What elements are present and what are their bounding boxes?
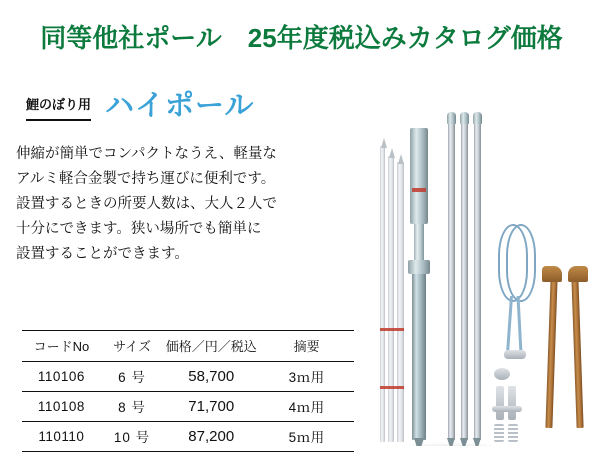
rod-cap-icon: [447, 112, 456, 124]
red-marker-band-icon: [412, 188, 426, 192]
product-photo: [366, 100, 603, 446]
ground-stake-icon: [571, 278, 583, 428]
cell-code: 110106: [22, 362, 101, 392]
cell-price: 71,700: [163, 392, 259, 422]
pole-tip-icon: [381, 138, 387, 148]
stake-head-icon: [568, 266, 588, 282]
table-row: [22, 422, 354, 452]
rod-cap-icon: [460, 112, 469, 124]
product-description: [16, 142, 361, 267]
description-line-4: 十分にできます。狭い場所でも簡単に: [16, 220, 262, 237]
silver-rod-icon: [448, 118, 455, 440]
cell-code: 110108: [22, 392, 101, 422]
header-code: コードNo: [22, 331, 101, 362]
spring-icon: [494, 424, 504, 442]
cell-note: 3ｍ用: [259, 362, 354, 392]
cell-size: 10 号: [101, 422, 164, 452]
bolt-icon: [508, 386, 516, 420]
pole-joint-collar-icon: [408, 260, 430, 274]
cell-size: 8 号: [101, 392, 164, 422]
silver-rod-icon: [474, 118, 481, 440]
rope-tail-icon: [516, 296, 522, 354]
cell-note: 5ｍ用: [259, 422, 354, 452]
subtitle-product-name: ハイポール: [105, 90, 255, 122]
header-size: サイズ: [101, 331, 164, 362]
red-marker-band-icon: [380, 328, 404, 331]
spring-icon: [508, 424, 518, 442]
table-row: [22, 392, 354, 422]
header-note: 摘要: [259, 331, 354, 362]
bolt-icon: [496, 386, 504, 420]
pole-tip-icon: [389, 148, 395, 158]
rope-clamp-icon: [504, 350, 526, 359]
subtitle-small: 鯉のぼり用: [26, 97, 91, 121]
ground-stake-icon: [545, 278, 557, 428]
washer-icon: [492, 406, 522, 412]
cell-price: 87,200: [163, 422, 259, 452]
rod-cap-icon: [473, 112, 482, 124]
header-price: 価格／円／税込: [163, 331, 259, 362]
pulley-icon: [494, 368, 510, 380]
stake-head-icon: [542, 266, 562, 282]
telescopic-pole-icon: [397, 162, 404, 442]
cell-code: 110110: [22, 422, 101, 452]
cell-size: 6 号: [101, 362, 164, 392]
pole-tip-icon: [398, 154, 404, 164]
subtitle-row: [26, 92, 254, 121]
cell-price: 58,700: [163, 362, 259, 392]
cell-note: 4ｍ用: [259, 392, 354, 422]
pole-top-cap-icon: [410, 128, 428, 224]
silver-rod-icon: [461, 118, 468, 440]
page-title: 同等他社ポール 25年度税込みカタログ価格: [40, 23, 563, 53]
pole-shaft-icon: [412, 270, 426, 440]
price-table: [22, 330, 354, 452]
description-line-2: アルミ軽合金製で持ち運びに便利です。: [16, 170, 276, 187]
rope-loop-icon: [506, 224, 536, 302]
telescopic-pole-icon: [380, 146, 385, 442]
table-header-row: [22, 331, 354, 362]
rope-tail-icon: [506, 296, 513, 354]
table-row: [22, 362, 354, 392]
telescopic-pole-icon: [388, 156, 394, 442]
description-line-3: 設置するときの所要人数は、大人２人で: [16, 195, 277, 212]
red-marker-band-icon: [380, 386, 404, 389]
description-line-1: 伸縮が簡単でコンパクトなうえ、軽量な: [16, 146, 277, 162]
description-line-5: 設置することができます。: [16, 245, 189, 262]
